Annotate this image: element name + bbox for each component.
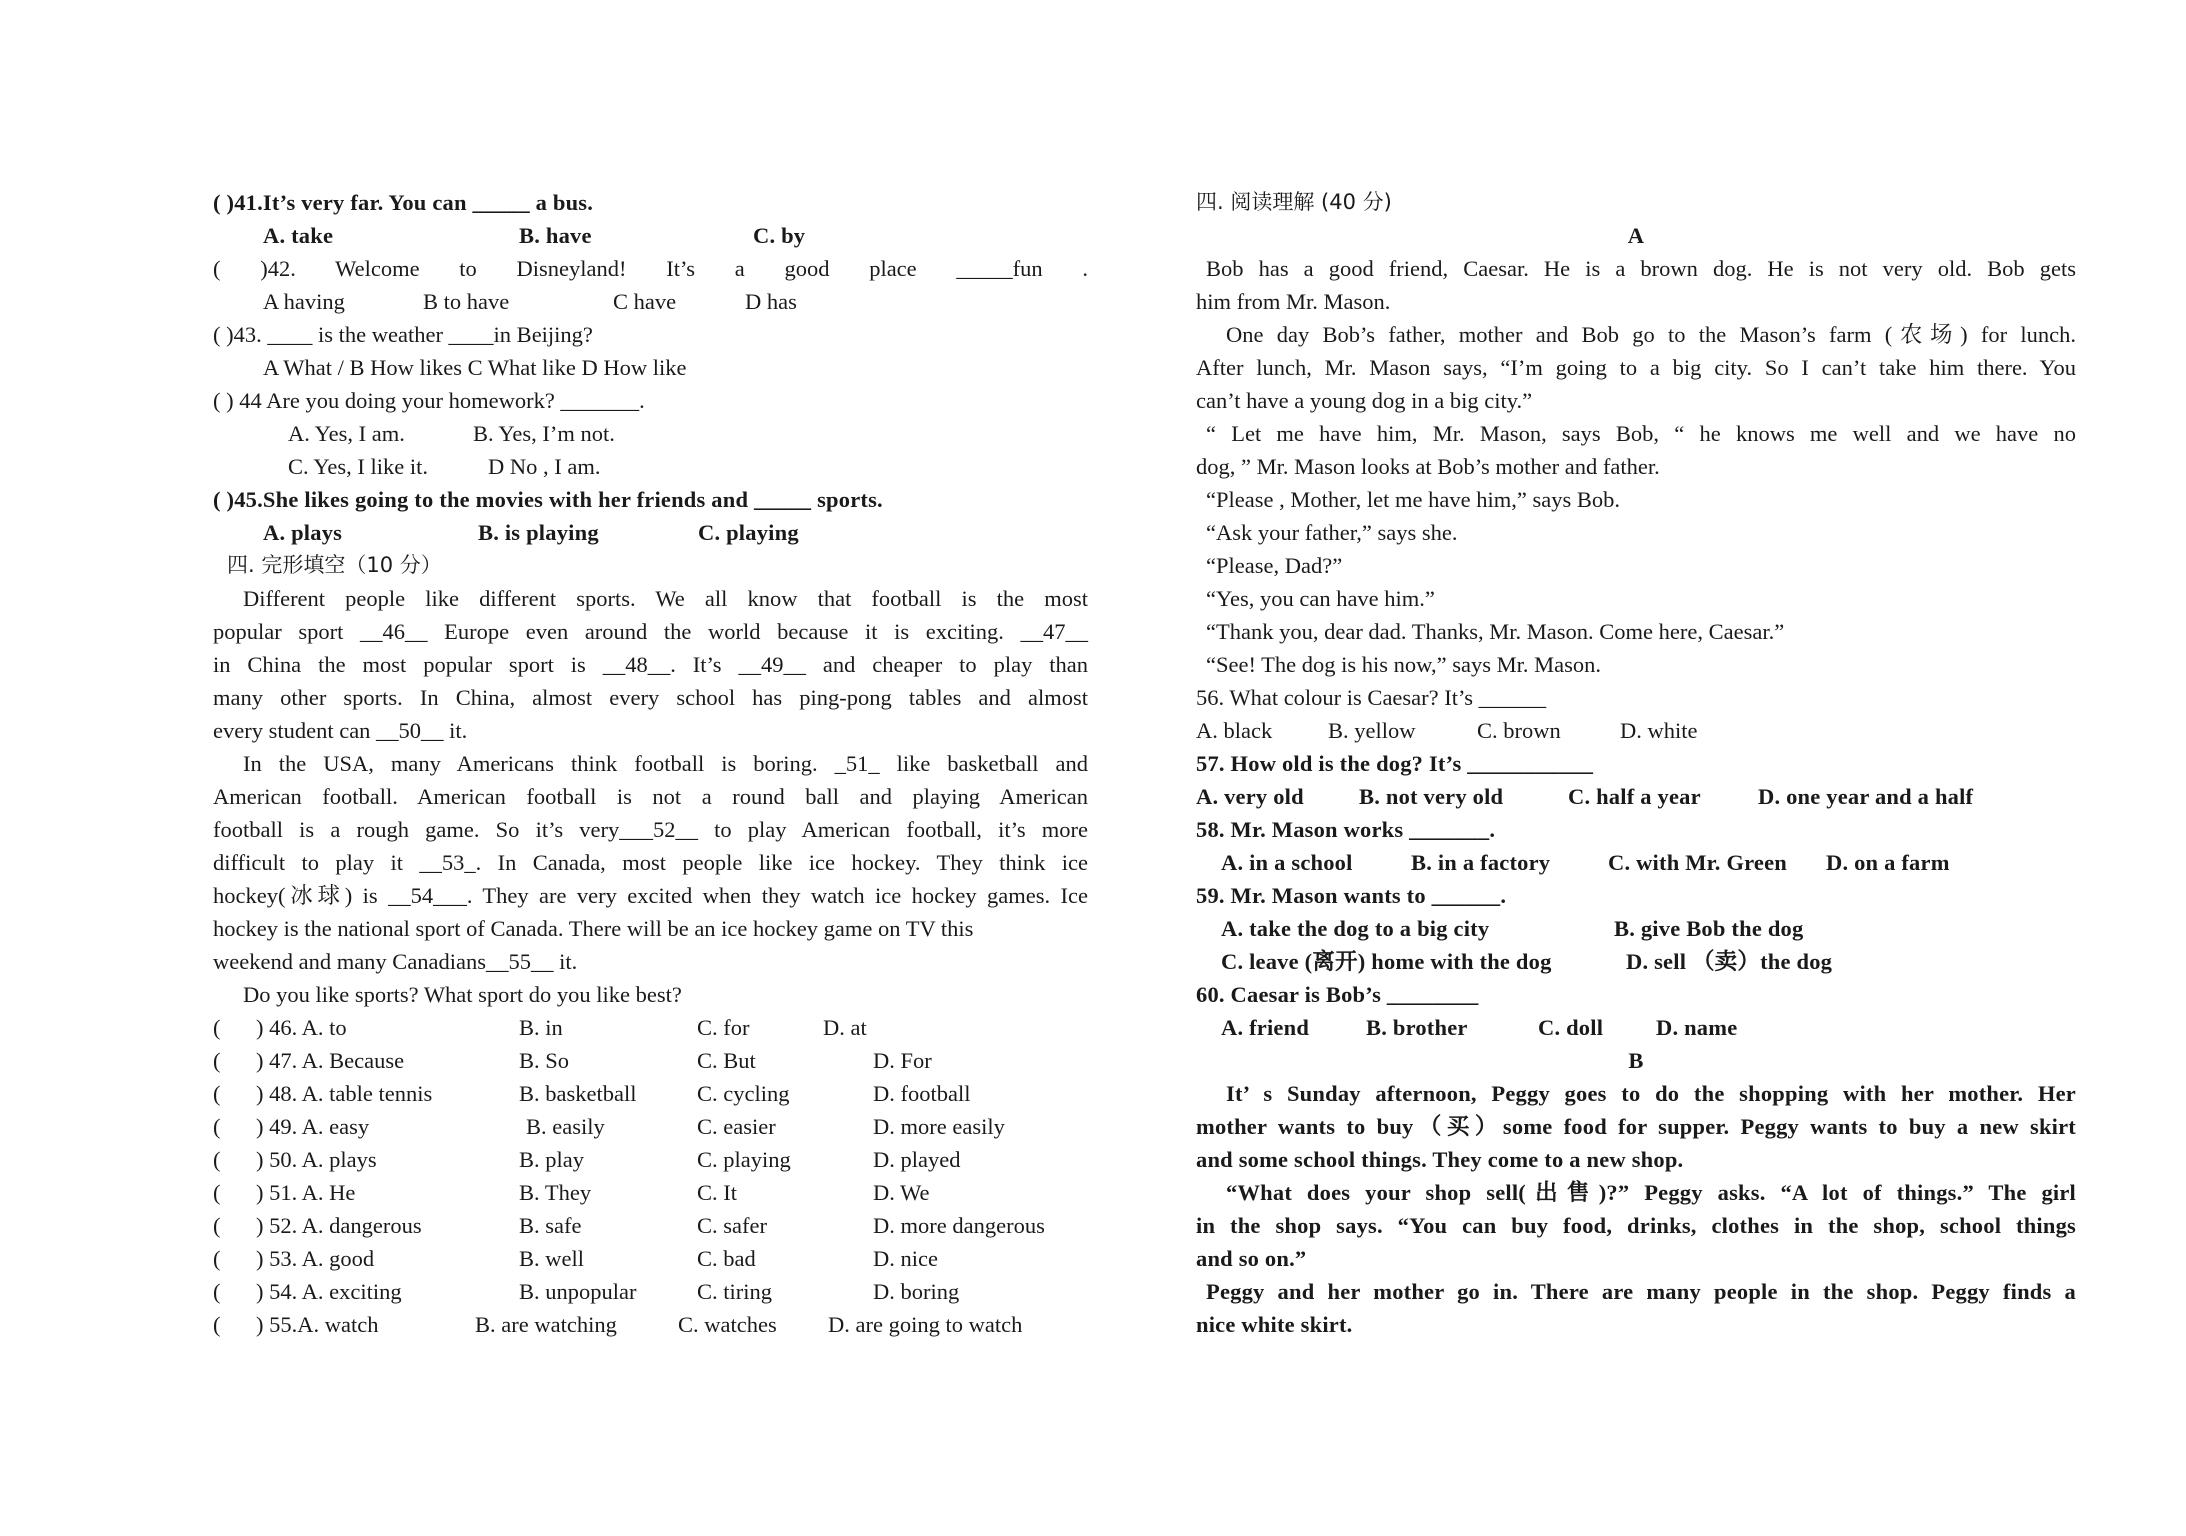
text-segment: “Yes, you can have him.” xyxy=(1206,586,1435,611)
text-segment: C. with Mr. Green xyxy=(1608,850,1788,875)
text-segment: A What / B How likes C What like D How like xyxy=(263,355,687,380)
text-segment: In the USA, many Americans think football is boring. _51_ like basketball and xyxy=(243,751,1088,776)
right-column xyxy=(1196,186,2076,1341)
text-segment: popular sport __46__ Europe even around the world because it is exciting. __47__ xyxy=(213,619,1088,644)
text-segment: ( xyxy=(213,1213,221,1238)
text-segment: D. one year and a half xyxy=(1758,784,1974,809)
text-segment: Peggy and her mother go in. There are many people in the shop. Peggy finds a xyxy=(1206,1279,2076,1304)
right-line xyxy=(1196,615,2076,648)
left-line xyxy=(213,747,1088,780)
text-segment: B to have xyxy=(423,289,510,314)
text-segment: D. For xyxy=(873,1048,932,1073)
text-segment: C. leave (离开) home with the dog xyxy=(1221,949,1552,974)
left-line xyxy=(213,1308,1088,1341)
left-line xyxy=(213,417,1088,450)
right-line xyxy=(1196,747,2076,780)
text-segment: B. play xyxy=(519,1147,584,1172)
text-segment: hockey is the national sport of Canada. There will be an ice hockey game on TV this xyxy=(213,916,974,941)
text-segment: B. basketball xyxy=(519,1081,637,1106)
text-segment: B. unpopular xyxy=(519,1279,637,1304)
text-segment: C. watches xyxy=(678,1312,777,1337)
text-segment: weekend and many Canadians__55__ it. xyxy=(213,949,578,974)
right-line xyxy=(1196,252,2076,285)
text-segment: B. easily xyxy=(526,1114,605,1139)
text-segment: and some school things. They come to a new shop. xyxy=(1196,1147,1684,1172)
text-segment: in the shop says. “You can buy food, drinks, clothes in the shop, school things xyxy=(1196,1213,2076,1238)
right-line xyxy=(1196,1308,2076,1341)
text-segment: C. cycling xyxy=(697,1081,790,1106)
text-segment: “Please, Dad?” xyxy=(1206,553,1343,578)
right-line xyxy=(1196,813,2076,846)
text-segment: difficult to play it __53_. In Canada, most people like ice hockey. They think ice xyxy=(213,850,1088,875)
right-line xyxy=(1196,1110,2076,1143)
text-segment: 60. Caesar is Bob’s ________ xyxy=(1196,982,1479,1007)
left-line xyxy=(213,1176,1088,1209)
right-line xyxy=(1196,945,2076,978)
text-segment: and so on.” xyxy=(1196,1246,1307,1271)
left-line xyxy=(213,945,1088,978)
text-segment: ( xyxy=(213,1279,221,1304)
text-segment: C. It xyxy=(697,1180,738,1205)
left-line xyxy=(213,1275,1088,1308)
left-line xyxy=(213,582,1088,615)
text-segment: C. tiring xyxy=(697,1279,773,1304)
text-segment: C have xyxy=(613,289,677,314)
text-segment: B. are watching xyxy=(475,1312,617,1337)
right-line xyxy=(1196,351,2076,384)
right-line xyxy=(1196,1242,2076,1275)
text-segment: B. safe xyxy=(519,1213,582,1238)
text-segment: It’ s Sunday afternoon, Peggy goes to do the shopping with her mother. Her xyxy=(1226,1081,2076,1106)
text-segment: Different people like different sports. We all know that football is the most xyxy=(243,586,1088,611)
text-segment: ) 52. A. dangerous xyxy=(256,1213,422,1238)
left-line xyxy=(213,1143,1088,1176)
text-segment: D. nice xyxy=(873,1246,938,1271)
text-segment: C. by xyxy=(753,223,806,248)
text-segment: A. black xyxy=(1196,718,1273,743)
left-line xyxy=(213,516,1088,549)
text-segment: B. give Bob the dog xyxy=(1614,916,1804,941)
text-segment: ( xyxy=(213,1015,221,1040)
left-line xyxy=(213,1077,1088,1110)
text-segment: nice white skirt. xyxy=(1196,1312,1353,1337)
left-line xyxy=(213,780,1088,813)
right-line xyxy=(1196,516,2076,549)
left-line xyxy=(213,912,1088,945)
text-segment: 56. What colour is Caesar? It’s ______ xyxy=(1196,685,1547,710)
right-line xyxy=(1196,1044,2076,1077)
text-segment: “Ask your father,” says she. xyxy=(1206,520,1458,545)
text-segment: A. Yes, I am. xyxy=(288,421,405,446)
text-segment: ( xyxy=(213,1114,221,1139)
right-line xyxy=(1196,681,2076,714)
text-segment: ) 47. A. Because xyxy=(256,1048,405,1073)
text-segment: D. name xyxy=(1656,1015,1738,1040)
text-segment: B. They xyxy=(519,1180,592,1205)
text-segment: ( )41.It’s very far. You can _____ a bus. xyxy=(213,190,594,215)
left-line xyxy=(213,714,1088,747)
text-segment: ( xyxy=(213,1312,221,1337)
text-segment: D. more dangerous xyxy=(873,1213,1045,1238)
text-segment: C. brown xyxy=(1477,718,1561,743)
right-line xyxy=(1196,879,2076,912)
right-line xyxy=(1196,1209,2076,1242)
text-segment: D. boring xyxy=(873,1279,960,1304)
text-segment: A. take xyxy=(263,223,334,248)
left-line xyxy=(213,648,1088,681)
text-segment: “What does your shop sell(出售)?” Peggy asks. “A lot of things.” The girl xyxy=(1226,1180,2076,1205)
text-segment: ( ) 44 Are you doing your homework? _______. xyxy=(213,388,645,413)
text-segment: A having xyxy=(263,289,345,314)
text-segment: Do you like sports? What sport do you like best? xyxy=(243,982,682,1007)
right-line xyxy=(1196,1275,2076,1308)
text-segment: ) 48. A. table tennis xyxy=(256,1081,433,1106)
left-line xyxy=(213,813,1088,846)
text-segment: hockey(冰球) is __54___. They are very excited when they watch ice hockey games. Ice xyxy=(213,883,1088,908)
left-line xyxy=(213,384,1088,417)
text-segment: ( xyxy=(213,1180,221,1205)
text-segment: ( )43. ____ is the weather ____in Beijing? xyxy=(213,322,593,347)
text-segment: in China the most popular sport is __48__. It’s __49__ and cheaper to play than xyxy=(213,652,1088,677)
left-line xyxy=(213,978,1088,1011)
text-segment: D has xyxy=(745,289,797,314)
text-segment: B. in a factory xyxy=(1411,850,1551,875)
text-segment: “Please , Mother, let me have him,” says Bob. xyxy=(1206,487,1620,512)
text-segment: C. bad xyxy=(697,1246,756,1271)
text-segment: ( xyxy=(213,1081,221,1106)
right-line xyxy=(1196,1143,2076,1176)
right-line xyxy=(1196,417,2076,450)
text-segment: D. at xyxy=(823,1015,867,1040)
text-segment: A. take the dog to a big city xyxy=(1221,916,1490,941)
right-line xyxy=(1196,219,2076,252)
right-line xyxy=(1196,648,2076,681)
left-line xyxy=(213,186,1088,219)
text-segment: ( xyxy=(213,1147,221,1172)
text-segment: “Thank you, dear dad. Thanks, Mr. Mason. Come here, Caesar.” xyxy=(1206,619,1785,644)
right-line xyxy=(1196,318,2076,351)
text-segment: C. playing xyxy=(698,520,799,545)
text-segment: D. played xyxy=(873,1147,961,1172)
text-segment: D. white xyxy=(1620,718,1698,743)
text-segment: B. have xyxy=(519,223,592,248)
left-line xyxy=(213,681,1088,714)
text-segment: American football. American football is not a round ball and playing American xyxy=(213,784,1088,809)
text-segment: B. Yes, I’m not. xyxy=(473,421,615,446)
text-segment: D. on a farm xyxy=(1826,850,1950,875)
text-segment: C. playing xyxy=(697,1147,791,1172)
right-line xyxy=(1196,582,2076,615)
right-line xyxy=(1196,285,2076,318)
text-segment: B. in xyxy=(519,1015,563,1040)
text-segment: ) 50. A. plays xyxy=(256,1147,377,1172)
right-line xyxy=(1196,549,2076,582)
right-line xyxy=(1196,780,2076,813)
text-segment: A. very old xyxy=(1196,784,1304,809)
left-line xyxy=(213,1209,1088,1242)
text-segment: ( )45.She likes going to the movies with her friends and _____ sports. xyxy=(213,487,883,512)
text-segment: can’t have a young dog in a big city.” xyxy=(1196,388,1533,413)
text-segment: C. But xyxy=(697,1048,756,1073)
text-segment: B. So xyxy=(519,1048,570,1073)
text-segment: D. We xyxy=(873,1180,930,1205)
text-segment: B. is playing xyxy=(478,520,599,545)
text-segment: 58. Mr. Mason works _______. xyxy=(1196,817,1496,842)
text-segment: ) 49. A. easy xyxy=(256,1114,370,1139)
text-segment: D. more easily xyxy=(873,1114,1005,1139)
right-line xyxy=(1196,1176,2076,1209)
text-segment: ) 46. A. to xyxy=(256,1015,347,1040)
text-segment: many other sports. In China, almost every school has ping-pong tables and almost xyxy=(213,685,1088,710)
text-segment: B. not very old xyxy=(1359,784,1504,809)
text-segment: ( xyxy=(213,1246,221,1271)
right-line xyxy=(1196,1011,2076,1044)
text-segment: dog, ” Mr. Mason looks at Bob’s mother and father. xyxy=(1196,454,1660,479)
text-segment: B xyxy=(1628,1048,1644,1073)
right-line xyxy=(1196,1077,2076,1110)
left-line xyxy=(213,549,1088,582)
right-line xyxy=(1196,483,2076,516)
text-segment: ) 55.A. watch xyxy=(256,1312,379,1337)
left-line xyxy=(213,1110,1088,1143)
left-column xyxy=(213,186,1088,1341)
text-segment: 四. 完形填空（10 分） xyxy=(227,553,442,577)
text-segment: B. brother xyxy=(1366,1015,1468,1040)
text-segment: A xyxy=(1627,223,1645,248)
text-segment: A. in a school xyxy=(1221,850,1353,875)
text-segment: B. well xyxy=(519,1246,584,1271)
text-segment: D. football xyxy=(873,1081,971,1106)
left-line xyxy=(213,879,1088,912)
text-segment: C. half a year xyxy=(1568,784,1701,809)
text-segment: ) 51. A. He xyxy=(256,1180,356,1205)
left-line xyxy=(213,1242,1088,1275)
text-segment: “ Let me have him, Mr. Mason, says Bob, “ he knows me well and we have no xyxy=(1206,421,2076,446)
text-segment: Bob has a good friend, Caesar. He is a brown dog. He is not very old. Bob gets xyxy=(1206,256,2076,281)
text-segment: 四. 阅读理解 (40 分) xyxy=(1196,190,1392,214)
text-segment: ( xyxy=(213,1048,221,1073)
text-segment: ) 53. A. good xyxy=(256,1246,375,1271)
right-line xyxy=(1196,714,2076,747)
text-segment: mother wants to buy（买）some food for supper. Peggy wants to buy a new skirt xyxy=(1196,1114,2076,1139)
text-segment: “See! The dog is his now,” says Mr. Mason. xyxy=(1206,652,1601,677)
right-line xyxy=(1196,384,2076,417)
left-line xyxy=(213,318,1088,351)
right-line xyxy=(1196,978,2076,1011)
right-line xyxy=(1196,186,2076,219)
text-segment: B. yellow xyxy=(1328,718,1416,743)
left-line xyxy=(213,1011,1088,1044)
left-line xyxy=(213,219,1088,252)
text-segment: C. easier xyxy=(697,1114,776,1139)
text-segment: A. friend xyxy=(1221,1015,1310,1040)
text-segment: D. sell （卖）the dog xyxy=(1626,949,1833,974)
left-line xyxy=(213,846,1088,879)
text-segment: him from Mr. Mason. xyxy=(1196,289,1391,314)
right-line xyxy=(1196,846,2076,879)
text-segment: C. doll xyxy=(1538,1015,1604,1040)
text-segment: One day Bob’s father, mother and Bob go to the Mason’s farm (农场) for lunch. xyxy=(1226,322,2076,347)
left-line xyxy=(213,285,1088,318)
text-segment: After lunch, Mr. Mason says, “I’m going to a big city. So I can’t take him there. You xyxy=(1196,355,2076,380)
text-segment: D No , I am. xyxy=(488,454,601,479)
text-segment: football is a rough game. So it’s very___52__ to play American football, it’s more xyxy=(213,817,1088,842)
right-line xyxy=(1196,450,2076,483)
text-segment: A. plays xyxy=(263,520,343,545)
text-segment: 57. How old is the dog? It’s ___________ xyxy=(1196,751,1594,776)
left-line xyxy=(213,1044,1088,1077)
text-segment: C. Yes, I like it. xyxy=(288,454,429,479)
text-segment: 59. Mr. Mason wants to ______. xyxy=(1196,883,1507,908)
left-line xyxy=(213,483,1088,516)
left-line xyxy=(213,615,1088,648)
text-segment: C. safer xyxy=(697,1213,767,1238)
right-line xyxy=(1196,912,2076,945)
text-segment: ) 54. A. exciting xyxy=(256,1279,402,1304)
left-line xyxy=(213,450,1088,483)
text-segment: ( )42. Welcome to Disneyland! It’s a good place _____fun . xyxy=(213,256,1088,281)
text-segment: D. are going to watch xyxy=(828,1312,1023,1337)
left-line xyxy=(213,351,1088,384)
text-segment: C. for xyxy=(697,1015,750,1040)
left-line xyxy=(213,252,1088,285)
text-segment: every student can __50__ it. xyxy=(213,718,468,743)
